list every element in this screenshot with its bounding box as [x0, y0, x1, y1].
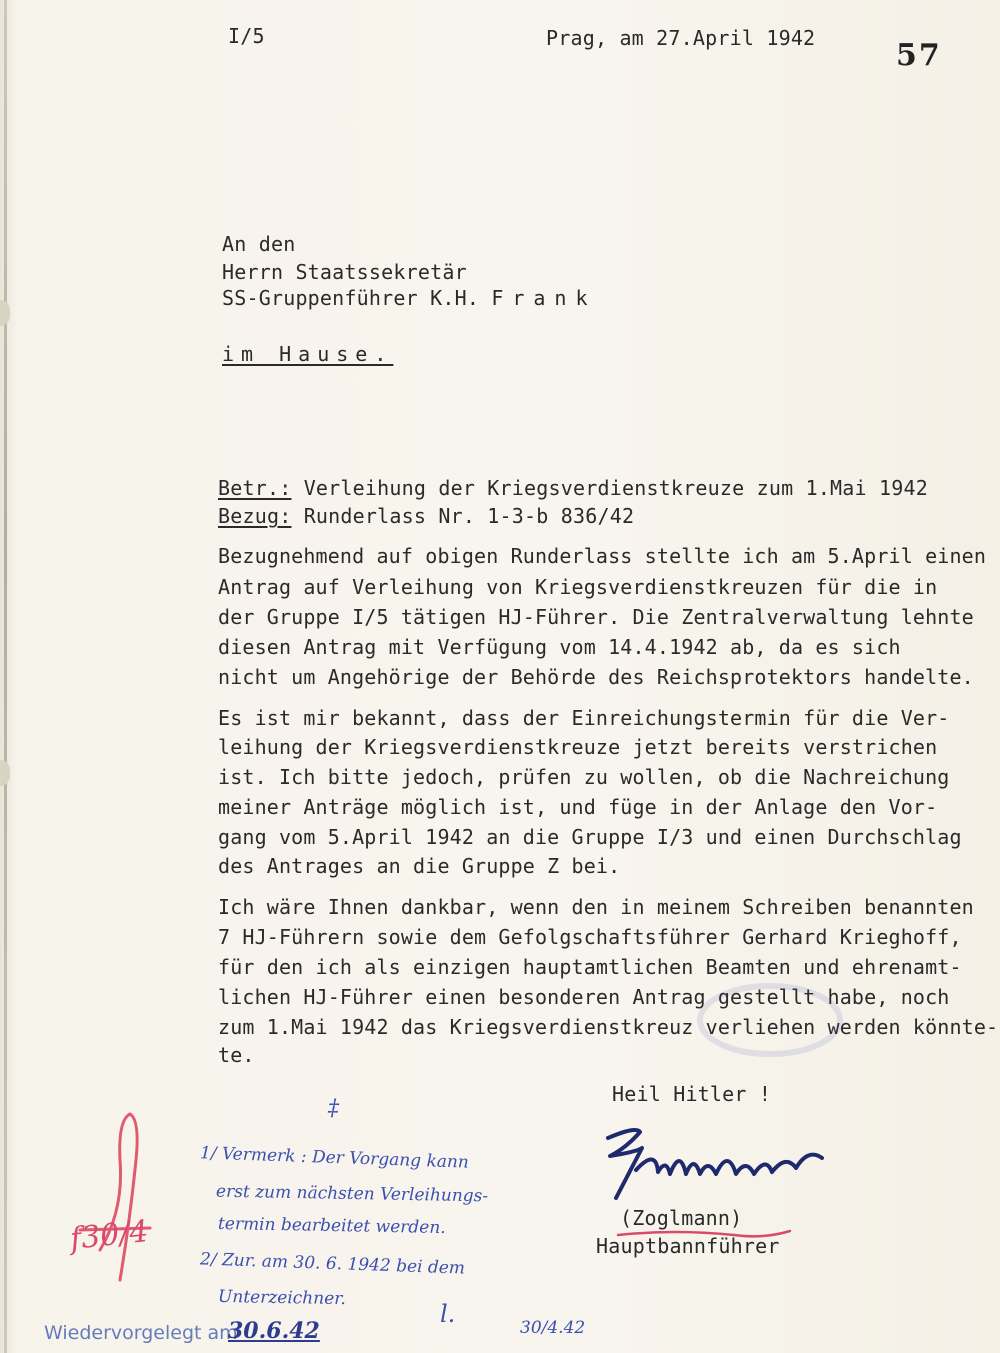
- handwritten-date: 30/4.42: [520, 1318, 586, 1338]
- betr-label: Betr.:: [218, 476, 292, 500]
- body-line: ist. Ich bitte jedoch, prüfen zu wollen, ob die Nachreichung: [218, 765, 950, 789]
- handwritten-note-line: erst zum nächsten Verleihungs-: [215, 1181, 489, 1207]
- signature: [596, 1118, 836, 1208]
- address-line-4: im Hause.: [222, 342, 394, 366]
- bezug-text: Runderlass Nr. 1-3-b 836/42: [291, 504, 635, 528]
- place-date: Prag, am 27.April 1942: [546, 26, 816, 50]
- handwritten-note-line: termin bearbeitet werden.: [217, 1214, 446, 1238]
- signatory-rank: Hauptbannführer: [596, 1234, 780, 1258]
- signatory-name: (Zoglmann): [620, 1206, 743, 1230]
- red-handwritten-note: f30/4: [68, 1213, 151, 1258]
- betr-text: Verleihung der Kriegsverdienstkreuze zum 1.Mai 1942: [291, 476, 928, 500]
- address-line-2: Herrn Staatssekretär: [222, 260, 467, 284]
- body-line: diesen Antrag mit Verfügung vom 14.4.1942 ab, da es sich: [218, 635, 901, 659]
- closing-greeting: Heil Hitler !: [612, 1082, 772, 1106]
- address-prefix: SS-Gruppenführer K.H.: [222, 286, 492, 310]
- address-line-1: An den: [222, 232, 296, 256]
- recipient-name: Frank: [491, 286, 597, 310]
- body-line: Antrag auf Verleihung von Kriegsverdienstkreuzen für die in: [218, 575, 938, 599]
- body-line: te.: [218, 1043, 255, 1067]
- handwritten-mark: ‡: [328, 1096, 339, 1121]
- address-line-3: [222, 286, 597, 310]
- punch-hole: [0, 300, 10, 326]
- reference-code: I/5: [228, 24, 265, 48]
- handwritten-note-line: Unterzeichner.: [217, 1286, 347, 1310]
- red-pencil-mark: [60, 1100, 190, 1300]
- bezug-label: Bezug:: [218, 504, 292, 528]
- body-line: nicht um Angehörige der Behörde des Reichsprotektors handelte.: [218, 665, 974, 689]
- subject-line: [218, 476, 928, 500]
- body-line: der Gruppe I/5 tätigen HJ-Führer. Die Zentralverwaltung lehnte: [218, 605, 974, 629]
- handwritten-initial: l.: [440, 1300, 456, 1328]
- body-line: für den ich als einzigen hauptamtlichen Beamten und ehrenamt-: [218, 955, 962, 979]
- reference-line: [218, 504, 634, 528]
- faint-stamp-mark: [690, 980, 850, 1060]
- resubmission-date: 30.6.42: [228, 1318, 320, 1344]
- body-line: gang vom 5.April 1942 an die Gruppe I/3 und einen Durchschlag: [218, 825, 962, 849]
- body-line: meiner Anträge möglich ist, und füge in der Anlage den Vor-: [218, 795, 938, 819]
- body-line: 7 HJ-Führern sowie dem Gefolgschaftsführer Gerhard Krieghoff,: [218, 925, 962, 949]
- resubmission-stamp: Wiedervorgelegt am: [44, 1322, 238, 1344]
- page-fold: [4, 0, 7, 1353]
- punch-hole: [0, 760, 10, 786]
- body-line: zum 1.Mai 1942 das Kriegsverdienstkreuz verliehen werden könnte-: [218, 1015, 999, 1039]
- body-line: lichen HJ-Führer einen besonderen Antrag gestellt habe, noch: [218, 985, 950, 1009]
- handwritten-note-line: 1/ Vermerk : Der Vorgang kann: [199, 1143, 470, 1173]
- body-line: des Antrages an die Gruppe Z bei.: [218, 854, 621, 878]
- body-line: Es ist mir bekannt, dass der Einreichungstermin für die Ver-: [218, 706, 950, 730]
- body-line: leihung der Kriegsverdienstkreuze jetzt bereits verstrichen: [218, 735, 938, 759]
- body-line: Bezugnehmend auf obigen Runderlass stellte ich am 5.April einen: [218, 544, 987, 568]
- body-line: Ich wäre Ihnen dankbar, wenn den in meinem Schreiben benannten: [218, 895, 974, 919]
- page-number: 57: [896, 38, 942, 73]
- handwritten-note-line: 2/ Zur. am 30. 6. 1942 bei dem: [199, 1249, 466, 1279]
